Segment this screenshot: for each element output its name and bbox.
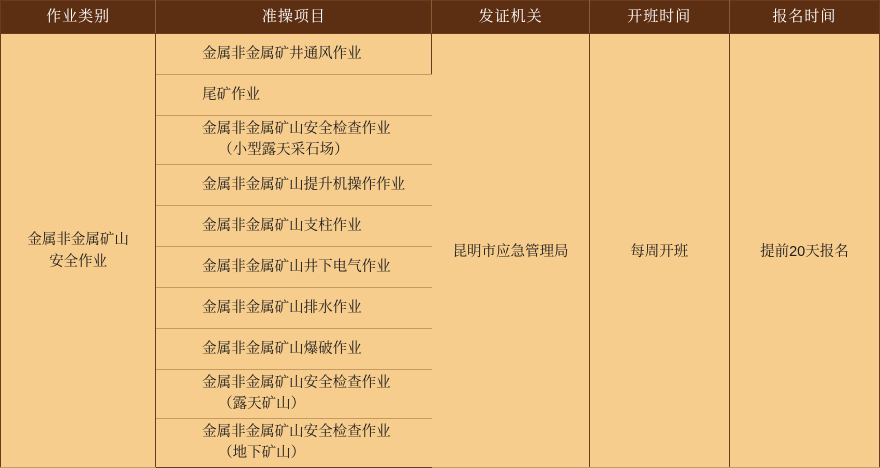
item-label-line2: （小型露天采石场） <box>218 142 349 158</box>
category-label-line2: 安全作业 <box>49 253 108 270</box>
column-header-class-time: 开班时间 <box>589 1 729 34</box>
cell-item <box>156 329 432 370</box>
cell-item <box>156 419 432 468</box>
column-header-item: 准操项目 <box>156 1 432 34</box>
table-row <box>1 34 880 75</box>
cell-item <box>156 165 432 206</box>
item-label-line1: 金属非金属矿山提升机操作作业 <box>202 176 406 193</box>
column-header-registration-time: 报名时间 <box>729 1 879 34</box>
item-label-line1: 金属非金属矿山支柱作业 <box>202 217 362 234</box>
item-label-line2: （露天矿山） <box>218 396 306 412</box>
cell-item <box>156 247 432 288</box>
item-label-line1: 金属非金属矿山排水作业 <box>202 299 362 316</box>
table-header <box>1 1 880 34</box>
column-header-issuer: 发证机关 <box>432 1 589 34</box>
cell-item <box>156 206 432 247</box>
table-header-row <box>1 1 880 34</box>
cell-item <box>156 288 432 329</box>
item-label-line1: 金属非金属矿山安全检查作业 <box>202 375 391 391</box>
item-label-line2: （地下矿山） <box>218 445 306 461</box>
cell-class-time: 每周开班 <box>589 34 729 468</box>
cell-item <box>156 75 432 116</box>
item-label-line1: 尾矿作业 <box>202 86 261 103</box>
item-label-line1: 金属非金属矿山安全检查作业 <box>202 424 391 440</box>
cell-registration-time: 提前20天报名 <box>729 34 879 468</box>
cell-category <box>1 34 156 468</box>
item-label-line1: 金属非金属矿山安全检查作业 <box>202 121 391 137</box>
category-label-line1: 金属非金属矿山 <box>27 231 129 248</box>
item-label-line1: 金属非金属矿井通风作业 <box>202 45 362 62</box>
column-header-category: 作业类别 <box>1 1 156 34</box>
cell-item <box>156 116 432 165</box>
cell-item <box>156 370 432 419</box>
cell-issuer: 昆明市应急管理局 <box>432 34 589 468</box>
item-label-line1: 金属非金属矿山井下电气作业 <box>202 258 391 275</box>
table-body <box>1 34 880 468</box>
cell-item <box>156 34 432 75</box>
item-label-line1: 金属非金属矿山爆破作业 <box>202 340 362 357</box>
